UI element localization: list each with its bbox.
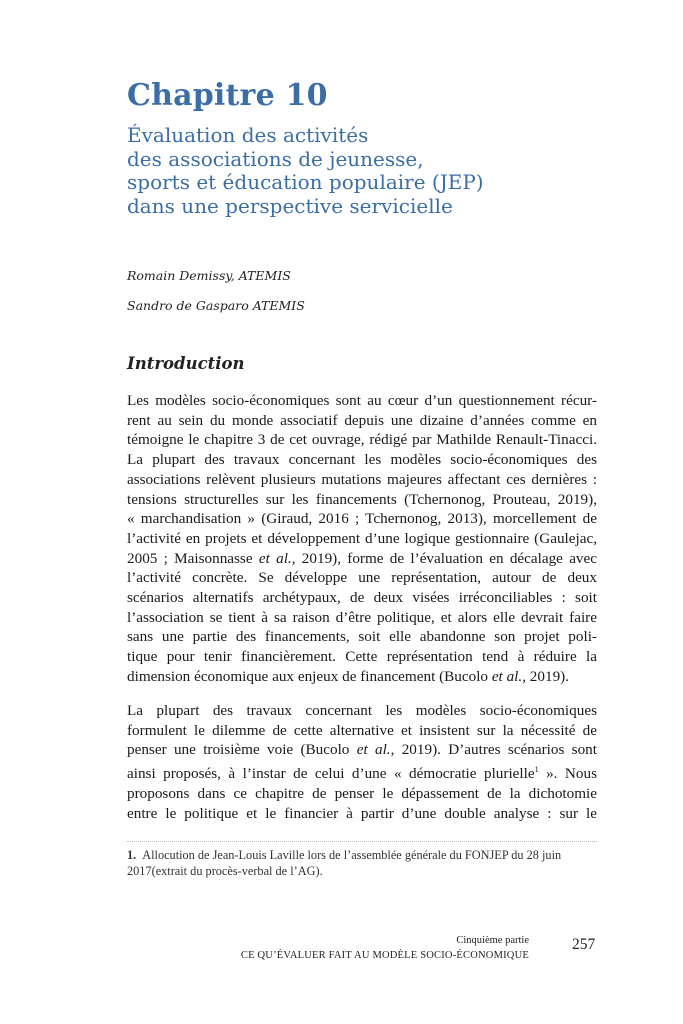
chapter-title-line: Évaluation des activités <box>127 123 369 147</box>
chapter-title-line: des associations de jeunesse, <box>127 146 424 171</box>
text-line: associations relèvent plusieurs mutations majeures affectant ces dernières : <box>127 470 597 488</box>
text-line: entre le politique et le financier à partir d’une double analyse : sur le <box>127 804 597 822</box>
text-line: l’association se tient à sa raison d’être politique, et alors elle devrait faire <box>127 608 597 626</box>
text-line: La plupart des travaux concernant les modèles socio-économiques <box>127 702 597 719</box>
running-footer-part: Cinquième partie <box>456 935 529 946</box>
chapter-number: Chapitre 10 <box>127 78 328 113</box>
text-line <box>127 549 597 569</box>
footnote-ref[interactable]: 1 <box>534 765 539 775</box>
text-run: dimension économique aux enjeux de financement (Bucolo <box>127 667 489 685</box>
text-line: l’activité en projets et développement d’une logique gestionnaire (Gaulejac, <box>127 529 597 547</box>
paragraph-1 <box>127 391 597 687</box>
text-line: La plupart des travaux concernant les modèles socio-économiques des <box>127 451 597 469</box>
text-run: , 2019). <box>522 667 570 685</box>
text-line: « marchandisation » (Giraud, 2016 ; Tchernonog, 2013), morcellement de <box>127 510 597 528</box>
citation-italic: et al. <box>356 741 391 759</box>
text-line <box>127 760 597 784</box>
text-line <box>127 740 597 760</box>
footnote-number: 1. <box>127 848 137 862</box>
chapter-title-line: dans une perspective servicielle <box>127 193 453 218</box>
paragraph-2 <box>127 701 597 823</box>
footnote <box>127 848 597 879</box>
citation-italic: et al. <box>258 549 292 567</box>
text-line: tique pour tenir financièrement. Cette représentation tend à réduire la <box>127 648 597 666</box>
text-line: formulent le dilemme de cette alternative et insistent sur la nécessité de <box>127 721 597 739</box>
text-line: témoigne le chapitre 3 de cet ouvrage, rédigé par Mathilde Renault-Tinacci. <box>127 431 597 449</box>
text-line: l’activité concrète. Se développe une représentation, autour de deux <box>127 569 597 587</box>
text-run: 2005 ; Maisonnasse <box>127 549 253 567</box>
author-2: Sandro de Gasparo ATEMIS <box>127 298 305 313</box>
text-line: tensions structurelles sur les financements (Tchernonog, Prouteau, 2019), <box>127 490 597 508</box>
running-footer-section: CE QU’ÉVALUER FAIT AU MODÈLE SOCIO-ÉCONOMIQUE <box>240 950 529 961</box>
footnote-divider <box>127 841 597 842</box>
text-line: proposons dans ce chapitre de penser le dépassement de la dichotomie <box>127 784 597 802</box>
text-run: , 2019). D’autres scénarios sont <box>390 741 597 759</box>
footnote-text: Allocution de Jean-Louis Laville lors de l’assemblée générale du FONJEP du 28 juin 2017(extrait du procès-verbal de l’AG). <box>127 848 562 878</box>
text-line: sans une partie des financements, soit elle abandonne son projet poli- <box>127 628 597 646</box>
section-heading: Introduction <box>127 354 245 373</box>
chapter-title-line: sports et éducation populaire (JEP) <box>127 170 484 194</box>
text-run: ». Nous <box>538 765 597 783</box>
text-run: ainsi proposés, à l’instar de celui d’une « démocratie plurielle <box>127 765 535 783</box>
text-line: scénarios alternatifs archétypaux, de deux visées irréconciliables : soit <box>127 589 597 607</box>
author-1: Romain Demissy, ATEMIS <box>127 268 291 283</box>
text-line <box>127 667 597 687</box>
text-run: , 2019), forme de l’évaluation en décalage avec <box>291 549 598 567</box>
page-number: 257 <box>572 936 596 953</box>
text-line: Les modèles socio-économiques sont au cœur d’un questionnement récur- <box>127 392 597 409</box>
chapter-title <box>127 124 587 218</box>
text-line: rent au sein du monde associatif depuis une dizaine d’années comme en <box>127 411 597 429</box>
text-run: penser une troisième voie (Bucolo <box>127 741 350 759</box>
citation-italic: et al. <box>491 667 523 685</box>
